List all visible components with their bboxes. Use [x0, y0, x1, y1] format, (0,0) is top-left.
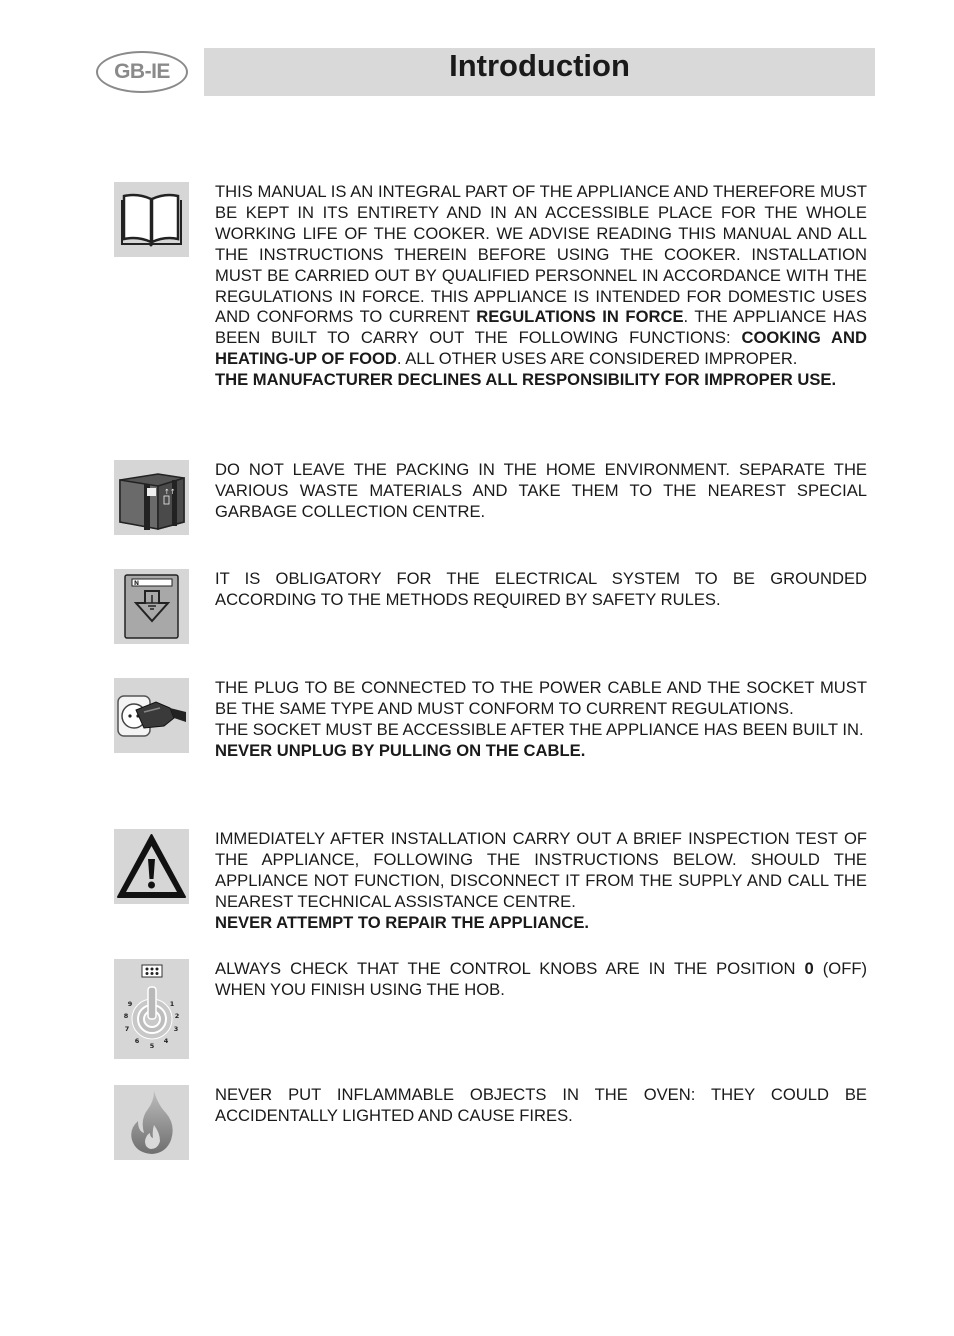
section-knobs-text: ALWAYS CHECK THAT THE CONTROL KNOBS ARE IN THE POSITION 0 (OFF) WHEN YOU FINISH USING THE HOB. — [215, 959, 868, 999]
plug-bold-warning: NEVER UNPLUG BY PULLING ON THE CABLE. — [215, 740, 586, 760]
knob-number: 2 — [174, 1012, 180, 1020]
section-packing-text: DO NOT LEAVE THE PACKING IN THE HOME ENVIRONMENT. SEPARATE THE VARIOUS WASTE MATERIALS AND TAKE THEM TO THE NEAREST SPECIAL GARBAGE COLLECTION CENTRE. — [215, 460, 867, 521]
section-grounding-text: IT IS OBLIGATORY FOR THE ELECTRICAL SYSTEM TO BE GROUNDED ACCORDING TO THE METHODS REQUIRED BY SAFETY RULES. — [215, 569, 867, 609]
knob-number: 6 — [134, 1037, 140, 1045]
ground-label: N — [134, 580, 140, 587]
repair-bold-warning: NEVER ATTEMPT TO REPAIR THE APPLIANCE. — [215, 912, 589, 932]
plug-socket-icon — [114, 678, 189, 753]
knob-number: 5 — [149, 1042, 155, 1050]
control-knob-icon — [114, 959, 189, 1059]
section-plug-text: THE PLUG TO BE CONNECTED TO THE POWER CABLE AND THE SOCKET MUST BE THE SAME TYPE AND MUST CONFORM TO CURRENT REGULATIONS. THE SOCKET MUST BE ACCESSIBLE AFTER THE APPLIANCE HAS BEEN BUILT IN. NEVER UNPLUG BY PULLING ON THE CABLE. — [215, 678, 867, 760]
knob-number: 1 — [169, 1000, 175, 1008]
ground-symbol-icon — [114, 569, 189, 644]
section-flammable-text: NEVER PUT INFLAMMABLE OBJECTS IN THE OVEN: THEY COULD BE ACCIDENTALLY LIGHTED AND CAUSE FIRES. — [215, 1085, 867, 1125]
manual-book-icon — [114, 182, 189, 257]
region-badge: GB-IE — [96, 51, 188, 93]
manual-paragraph: THIS MANUAL IS AN INTEGRAL PART OF THE APPLIANCE AND THEREFORE MUST BE KEPT IN ITS ENTIRETY AND IN AN ACCESSIBLE PLACE FOR THE WHOLE WORKING LIFE OF THE COOKER. WE ADVISE READING THIS MANUAL AND ALL THE INSTRUCTIONS THEREIN BEFORE USING THE COOKER. INSTALLATION MUST BE CARRIED OUT BY QUALIFIED PERSONNEL IN ACCORDANCE WITH THE REGULATIONS IN FORCE. THIS APPLIANCE IS INTENDED FOR DOMESTIC USES AND CONFORMS TO CURRENT REGULATIONS IN FORCE. THE APPLIANCE HAS BEEN BUILT TO CARRY OUT THE FOLLOWING FUNCTIONS: COOKING AND HEATING-UP OF FOOD. ALL OTHER USES ARE CONSIDERED IMPROPER. — [215, 182, 867, 369]
knob-number: 4 — [163, 1037, 169, 1045]
knob-number: 7 — [124, 1025, 130, 1033]
knob-number: 9 — [127, 1000, 133, 1008]
svg-text:↑↑: ↑↑ — [164, 488, 176, 496]
manual-bold-warning: THE MANUFACTURER DECLINES ALL RESPONSIBILITY FOR IMPROPER USE. — [215, 370, 837, 390]
warning-triangle-icon — [114, 829, 189, 904]
flame-icon — [114, 1085, 189, 1160]
packing-box-icon — [114, 460, 189, 535]
section-manual-text — [215, 182, 867, 391]
page-title: Introduction — [449, 48, 630, 83]
knob-number: 3 — [173, 1025, 179, 1033]
section-inspection-text: IMMEDIATELY AFTER INSTALLATION CARRY OUT A BRIEF INSPECTION TEST OF THE APPLIANCE, FOLLOWING THE INSTRUCTIONS BELOW. SHOULD THE APPLIANCE NOT FUNCTION, DISCONNECT IT FROM THE SUPPLY AND CALL THE NEAREST TECHNICAL ASSISTANCE CENTRE. NEVER ATTEMPT TO REPAIR THE APPLIANCE. — [215, 829, 867, 932]
title-bar — [204, 48, 875, 96]
knob-number: 8 — [123, 1012, 129, 1020]
